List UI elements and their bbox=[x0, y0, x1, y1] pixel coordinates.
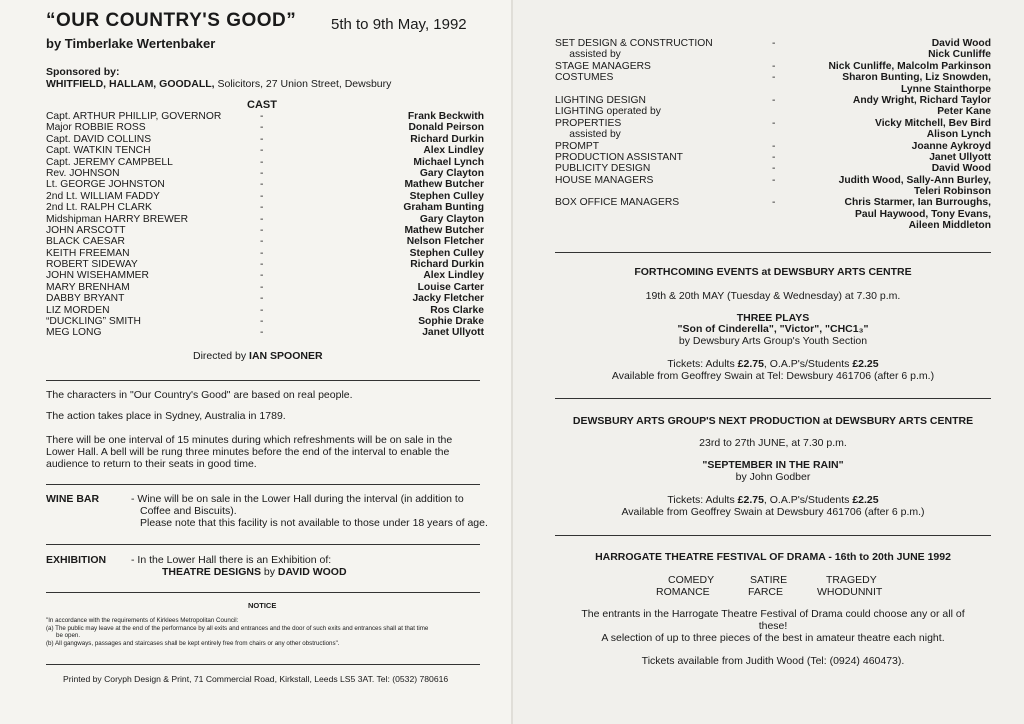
divider bbox=[46, 380, 480, 381]
crew-role: HOUSE MANAGERS bbox=[555, 174, 654, 186]
sponsor-name: WHITFIELD, HALLAM, GOODALL, bbox=[46, 78, 215, 90]
forthcoming-availability: Available from Geoffrey Swain at Tel: Dewsbury 461706 (after 6 p.m.) bbox=[611, 370, 935, 382]
cast-role: “DUCKLING” SMITH bbox=[46, 316, 141, 328]
cast-row bbox=[46, 214, 484, 225]
cast-row bbox=[46, 134, 484, 145]
cast-dash: - bbox=[260, 224, 264, 236]
notice-line-4: (b) All gangways, passages and staircases shall be kept entirely free from chairs or any other obstructions". bbox=[46, 640, 340, 647]
crew-row bbox=[555, 175, 991, 186]
cast-dash: - bbox=[260, 236, 264, 248]
crew-row bbox=[555, 197, 991, 208]
cast-dash: - bbox=[260, 133, 264, 145]
cast-role: Midshipman HARRY BREWER bbox=[46, 213, 189, 225]
crew-name: David Wood bbox=[931, 38, 991, 49]
crew-name: Nick Cunliffe bbox=[928, 49, 991, 61]
crew-name: Vicky Mitchell, Bev Bird bbox=[875, 117, 991, 129]
cast-role: Lt. GEORGE JOHNSTON bbox=[46, 179, 165, 191]
cast-role: Capt. WATKIN TENCH bbox=[46, 145, 151, 157]
forthcoming-plays: "Son of Cinderella", "Victor", "CHC1₃" bbox=[677, 323, 869, 335]
wine-bar-1: - Wine will be on sale in the Lower Hall during the interval (in addition to bbox=[131, 493, 464, 505]
exhibition-1: - In the Lower Hall there is an Exhibition of: bbox=[131, 554, 332, 566]
cast-role: MARY BRENHAM bbox=[46, 281, 130, 293]
cast-actor: Graham Bunting bbox=[403, 202, 484, 214]
cast-dash: - bbox=[260, 167, 264, 179]
crew-dash: - bbox=[772, 60, 776, 72]
note-characters: The characters in "Our Country's Good" are based on real people. bbox=[46, 389, 353, 401]
next-production-show: "SEPTEMBER IN THE RAIN" bbox=[702, 459, 844, 471]
cast-row bbox=[46, 191, 484, 202]
cast-actor: Alex Lindley bbox=[423, 145, 484, 157]
crew-list bbox=[555, 38, 991, 232]
crew-row bbox=[555, 72, 991, 83]
crew-dash: - bbox=[772, 117, 776, 129]
cast-role: 2nd Lt. WILLIAM FADDY bbox=[46, 190, 160, 202]
cast-actor: Alex Lindley bbox=[423, 270, 484, 282]
crew-name: Janet Ullyott bbox=[929, 151, 991, 163]
cast-role: Capt. ARTHUR PHILLIP, GOVERNOR bbox=[46, 111, 222, 122]
cast-actor: Jacky Fletcher bbox=[412, 293, 484, 305]
cast-actor: Gary Clayton bbox=[419, 167, 484, 179]
cast-dash: - bbox=[260, 213, 264, 225]
cast-dash: - bbox=[260, 179, 264, 191]
author: by Timberlake Wertenbaker bbox=[46, 36, 216, 51]
cast-actor: Janet Ullyott bbox=[422, 327, 484, 339]
crew-dash: - bbox=[772, 38, 776, 49]
crew-row bbox=[555, 163, 991, 174]
cast-actor: Ros Clarke bbox=[430, 304, 484, 316]
crew-dash: - bbox=[772, 174, 776, 186]
festival-heading: HARROGATE THEATRE FESTIVAL OF DRAMA - 16th to 20th JUNE 1992 bbox=[595, 551, 951, 563]
crew-role: PROMPT bbox=[555, 140, 600, 152]
cast-dash: - bbox=[260, 281, 264, 293]
forthcoming-date: 19th & 20th MAY (Tuesday & Wednesday) at 7.30 p.m. bbox=[645, 290, 901, 302]
cast-role: 2nd Lt. RALPH CLARK bbox=[46, 202, 152, 214]
crew-row bbox=[555, 152, 991, 163]
crew-role: STAGE MANAGERS bbox=[555, 60, 651, 72]
exhibition-2 bbox=[162, 566, 347, 578]
crew-row bbox=[555, 38, 991, 49]
sponsor-address: Solicitors, 27 Union Street, Dewsbury bbox=[217, 78, 392, 90]
divider bbox=[555, 398, 991, 399]
next-production-tickets bbox=[555, 494, 991, 507]
exhibition-by: by bbox=[263, 566, 275, 578]
crew-row bbox=[555, 95, 991, 106]
cast-role: Major ROBBIE ROSS bbox=[46, 122, 146, 134]
genre-comedy: COMEDY bbox=[668, 574, 715, 586]
crew-name: Peter Kane bbox=[937, 106, 991, 118]
festival-text-1: The entrants in the Harrogate Theatre Festival of Drama could choose any or all of bbox=[581, 608, 965, 620]
director-line bbox=[193, 350, 323, 362]
crew-name: Alison Lynch bbox=[926, 129, 991, 141]
cast-row bbox=[46, 236, 484, 247]
forthcoming-by: by Dewsbury Arts Group's Youth Section bbox=[678, 335, 868, 347]
printer-credit: Printed by Coryph Design & Print, 71 Commercial Road, Kirkstall, Leeds LS5 3AT. Tel: (0532) 780616 bbox=[63, 674, 449, 684]
genre-tragedy: TRAGEDY bbox=[826, 574, 877, 586]
crew-name: Judith Wood, Sally-Ann Burley, bbox=[838, 174, 991, 186]
festival-text-2: these! bbox=[758, 620, 788, 632]
crew-name: Aileen Middleton bbox=[908, 220, 991, 232]
cast-role: Capt. JEREMY CAMPBELL bbox=[46, 156, 173, 168]
cast-row bbox=[46, 122, 484, 133]
crew-row bbox=[555, 220, 991, 231]
concession-label: , O.A.P's/Students bbox=[763, 358, 850, 370]
cast-actor: Sophie Drake bbox=[418, 316, 484, 328]
cast-row bbox=[46, 270, 484, 281]
crew-dash: - bbox=[772, 140, 776, 152]
divider bbox=[46, 544, 480, 545]
genre-romance: ROMANCE bbox=[656, 586, 710, 598]
notice-heading: NOTICE bbox=[248, 601, 277, 610]
crew-name: Paul Haywood, Tony Evans, bbox=[855, 208, 991, 220]
cast-role: Capt. DAVID COLLINS bbox=[46, 133, 152, 145]
crew-name: Lynne Stainthorpe bbox=[900, 83, 991, 95]
sponsor-label: Sponsored by: bbox=[46, 66, 120, 78]
cast-actor: Michael Lynch bbox=[413, 156, 484, 168]
crew-role: COSTUMES bbox=[555, 72, 614, 84]
cast-row bbox=[46, 327, 484, 338]
cast-dash: - bbox=[260, 259, 264, 271]
cast-actor: Gary Clayton bbox=[419, 213, 484, 225]
concession-label: , O.A.P's/Students bbox=[763, 494, 850, 506]
sponsor-line bbox=[46, 78, 391, 90]
cast-dash: - bbox=[260, 247, 264, 259]
concession-price: £2.25 bbox=[852, 494, 879, 506]
forthcoming-heading: FORTHCOMING EVENTS at DEWSBURY ARTS CENTRE bbox=[634, 266, 912, 278]
crew-role: assisted by bbox=[555, 129, 621, 141]
crew-row bbox=[555, 118, 991, 129]
crew-row bbox=[555, 61, 991, 72]
cast-row bbox=[46, 168, 484, 179]
cast-dash: - bbox=[260, 327, 264, 339]
notice-line-1: "In accordance with the requirements of Kirklees Metropolitan Council: bbox=[46, 617, 239, 624]
crew-dash: - bbox=[772, 197, 776, 209]
cast-actor: Nelson Fletcher bbox=[406, 236, 484, 248]
cast-dash: - bbox=[260, 202, 264, 214]
cast-actor: Mathew Butcher bbox=[404, 179, 484, 191]
cast-row bbox=[46, 179, 484, 190]
cast-role: JOHN WISEHAMMER bbox=[46, 270, 149, 282]
crew-role: PRODUCTION ASSISTANT bbox=[555, 151, 683, 163]
cast-role: ROBERT SIDEWAY bbox=[46, 259, 138, 271]
cast-row bbox=[46, 111, 484, 122]
cast-dash: - bbox=[260, 122, 264, 134]
cast-dash: - bbox=[260, 293, 264, 305]
forthcoming-show: THREE PLAYS bbox=[736, 312, 810, 324]
crew-role: BOX OFFICE MANAGERS bbox=[555, 197, 680, 209]
cast-dash: - bbox=[260, 316, 264, 328]
cast-row bbox=[46, 305, 484, 316]
crew-dash: - bbox=[772, 151, 776, 163]
crew-dash: - bbox=[772, 163, 776, 175]
cast-role: MEG LONG bbox=[46, 327, 102, 339]
cast-row bbox=[46, 316, 484, 327]
tickets-label: Tickets: Adults bbox=[667, 494, 735, 506]
note-interval-2: Lower Hall. A bell will be rung three minutes before the end of the interval to enable the bbox=[46, 446, 450, 458]
notice-line-3: be open. bbox=[56, 632, 81, 639]
forthcoming-tickets bbox=[555, 358, 991, 371]
concession-price: £2.25 bbox=[852, 358, 879, 370]
cast-actor: Donald Peirson bbox=[408, 122, 484, 134]
crew-role: SET DESIGN & CONSTRUCTION bbox=[555, 38, 713, 49]
cast-actor: Frank Beckwith bbox=[407, 111, 484, 122]
cast-role: Rev. JOHNSON bbox=[46, 167, 120, 179]
cast-actor: Louise Carter bbox=[417, 281, 484, 293]
cast-row bbox=[46, 225, 484, 236]
cast-dash: - bbox=[260, 156, 264, 168]
cast-dash: - bbox=[260, 190, 264, 202]
cast-role: KEITH FREEMAN bbox=[46, 247, 130, 259]
cast-actor: Stephen Culley bbox=[409, 247, 484, 259]
page-fold bbox=[511, 0, 513, 724]
next-production-date: 23rd to 27th JUNE, at 7.30 p.m. bbox=[699, 437, 847, 449]
divider bbox=[555, 252, 991, 253]
cast-row bbox=[46, 145, 484, 156]
genre-whodunnit: WHODUNNIT bbox=[817, 586, 883, 598]
tickets-label: Tickets: Adults bbox=[667, 358, 735, 370]
wine-bar-3: Please note that this facility is not available to those under 18 years of age. bbox=[140, 517, 488, 529]
exhibition-designer: DAVID WOOD bbox=[277, 566, 347, 578]
crew-row bbox=[555, 141, 991, 152]
cast-row bbox=[46, 202, 484, 213]
crew-row bbox=[555, 186, 991, 197]
next-production-by: by John Godber bbox=[735, 471, 811, 483]
genre-satire: SATIRE bbox=[750, 574, 788, 586]
crew-role: PROPERTIES bbox=[555, 117, 622, 129]
crew-name: Nick Cunliffe, Malcolm Parkinson bbox=[828, 60, 991, 72]
crew-row bbox=[555, 106, 991, 117]
adult-price: £2.75 bbox=[737, 494, 764, 506]
adult-price: £2.75 bbox=[737, 358, 764, 370]
director-name: IAN SPOONER bbox=[249, 350, 323, 362]
crew-name: Andy Wright, Richard Taylor bbox=[852, 94, 991, 106]
crew-role: LIGHTING DESIGN bbox=[555, 94, 646, 106]
crew-row bbox=[555, 84, 991, 95]
crew-role: PUBLICITY DESIGN bbox=[555, 163, 651, 175]
directed-by-label: Directed by bbox=[193, 350, 247, 362]
note-interval-3: audience to return to their seats in good time. bbox=[46, 458, 257, 470]
crew-dash: - bbox=[772, 72, 776, 84]
cast-dash: - bbox=[260, 304, 264, 316]
crew-row bbox=[555, 49, 991, 60]
note-setting: The action takes place in Sydney, Australia in 1789. bbox=[46, 410, 286, 422]
crew-name: Chris Starmer, Ian Burroughs, bbox=[844, 197, 991, 209]
cast-dash: - bbox=[260, 145, 264, 157]
crew-row bbox=[555, 209, 991, 220]
wine-bar-2: Coffee and Biscuits). bbox=[140, 505, 237, 517]
crew-name: Sharon Bunting, Liz Snowden, bbox=[842, 72, 991, 84]
wine-bar-label: WINE BAR bbox=[46, 493, 100, 505]
festival-text-3: A selection of up to three pieces of the best in amateur theatre each night. bbox=[601, 632, 945, 644]
crew-name: David Wood bbox=[931, 163, 991, 175]
exhibition-title: THEATRE DESIGNS bbox=[162, 566, 261, 578]
crew-role: assisted by bbox=[555, 49, 621, 61]
cast-dash: - bbox=[260, 111, 264, 122]
divider bbox=[46, 592, 480, 593]
notice-line-2: (a) The public may leave at the end of the performance by all exits and entrances and the door of such exits and entrances shall at that time bbox=[46, 625, 429, 632]
next-production-heading: DEWSBURY ARTS GROUP'S NEXT PRODUCTION at DEWSBURY ARTS CENTRE bbox=[572, 415, 974, 427]
cast-role: LIZ MORDEN bbox=[46, 304, 110, 316]
cast-row bbox=[46, 282, 484, 293]
cast-role: DABBY BRYANT bbox=[46, 293, 125, 305]
crew-dash: - bbox=[772, 94, 776, 106]
note-interval-1: There will be one interval of 15 minutes during which refreshments will be on sale in the bbox=[46, 434, 453, 446]
cast-row bbox=[46, 259, 484, 270]
cast-dash: - bbox=[260, 270, 264, 282]
cast-row bbox=[46, 248, 484, 259]
cast-row bbox=[46, 157, 484, 168]
next-production-availability: Available from Geoffrey Swain at Dewsbury 461706 (after 6 p.m.) bbox=[621, 506, 925, 518]
exhibition-label: EXHIBITION bbox=[46, 554, 107, 566]
crew-row bbox=[555, 129, 991, 140]
cast-role: JOHN ARSCOTT bbox=[46, 224, 126, 236]
cast-row bbox=[46, 293, 484, 304]
performance-dates: 5th to 9th May, 1992 bbox=[331, 16, 467, 33]
divider bbox=[555, 535, 991, 536]
cast-actor: Richard Durkin bbox=[410, 259, 484, 271]
cast-actor: Stephen Culley bbox=[409, 190, 484, 202]
divider bbox=[46, 664, 480, 665]
cast-list bbox=[46, 111, 484, 339]
cast-role: BLACK CAESAR bbox=[46, 236, 125, 248]
genre-farce: FARCE bbox=[748, 586, 784, 598]
cast-actor: Richard Durkin bbox=[410, 133, 484, 145]
crew-name: Joanne Aykroyd bbox=[911, 140, 991, 152]
crew-role: LIGHTING operated by bbox=[555, 106, 661, 118]
play-title: “OUR COUNTRY'S GOOD” bbox=[46, 10, 297, 31]
divider bbox=[46, 484, 480, 485]
crew-name: Teleri Robinson bbox=[913, 186, 991, 198]
cast-heading: CAST bbox=[247, 99, 277, 111]
cast-actor: Mathew Butcher bbox=[404, 224, 484, 236]
festival-tickets: Tickets available from Judith Wood (Tel: (0924) 460473). bbox=[641, 655, 905, 667]
